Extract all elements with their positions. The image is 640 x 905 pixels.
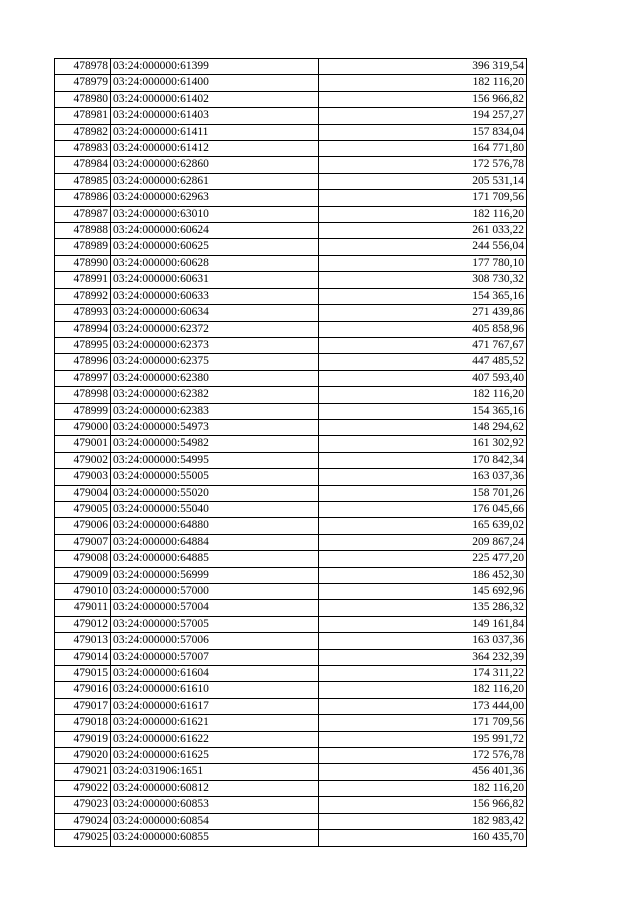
cadastral-number-cell: 03:24:000000:55020 [111,485,319,501]
table-row [55,764,527,780]
cadastral-value-cell: 163 037,36 [319,469,527,485]
table-row [55,173,527,189]
cadastral-number-cell: 03:24:000000:54995 [111,452,319,468]
cadastral-value-cell: 182 116,20 [319,387,527,403]
table-row [55,551,527,567]
row-number-cell: 479011 [55,600,111,616]
cadastral-number-cell: 03:24:000000:60628 [111,255,319,271]
cadastral-number-cell: 03:24:000000:60855 [111,830,319,846]
cadastral-value-cell: 471 767,67 [319,337,527,353]
cadastral-number-cell: 03:24:000000:60634 [111,305,319,321]
row-number-cell: 479013 [55,633,111,649]
cadastral-number-cell: 03:24:000000:61402 [111,91,319,107]
row-number-cell: 479019 [55,731,111,747]
row-number-cell: 479009 [55,567,111,583]
cadastral-number-cell: 03:24:000000:61411 [111,124,319,140]
row-number-cell: 479018 [55,715,111,731]
table-row [55,780,527,796]
cadastral-number-cell: 03:24:000000:54982 [111,436,319,452]
cadastral-number-cell: 03:24:000000:60812 [111,780,319,796]
cadastral-number-cell: 03:24:000000:57000 [111,584,319,600]
table-row [55,75,527,91]
cadastral-value-cell: 158 701,26 [319,485,527,501]
table-row [55,452,527,468]
table-row [55,813,527,829]
row-number-cell: 479008 [55,551,111,567]
table-row [55,534,527,550]
table-row [55,387,527,403]
cadastral-value-cell: 209 867,24 [319,534,527,550]
row-number-cell: 478981 [55,108,111,124]
cadastral-value-cell: 173 444,00 [319,698,527,714]
table-row [55,59,527,75]
table-row [55,698,527,714]
row-number-cell: 479021 [55,764,111,780]
row-number-cell: 479014 [55,649,111,665]
cadastral-value-cell: 195 991,72 [319,731,527,747]
cadastral-value-cell: 308 730,32 [319,272,527,288]
row-number-cell: 478999 [55,403,111,419]
row-number-cell: 478979 [55,75,111,91]
cadastral-number-cell: 03:24:000000:62963 [111,190,319,206]
row-number-cell: 479015 [55,666,111,682]
cadastral-number-cell: 03:24:000000:57004 [111,600,319,616]
row-number-cell: 479007 [55,534,111,550]
row-number-cell: 479003 [55,469,111,485]
table-row [55,419,527,435]
cadastral-number-cell: 03:24:000000:56999 [111,567,319,583]
cadastral-number-cell: 03:24:000000:60854 [111,813,319,829]
cadastral-value-cell: 407 593,40 [319,370,527,386]
table-row [55,682,527,698]
cadastral-value-cell: 171 709,56 [319,190,527,206]
cadastral-value-cell: 182 983,42 [319,813,527,829]
cadastral-number-cell: 03:24:000000:62383 [111,403,319,419]
row-number-cell: 478998 [55,387,111,403]
table-row [55,370,527,386]
cadastral-number-cell: 03:24:000000:61604 [111,666,319,682]
cadastral-number-cell: 03:24:000000:62372 [111,321,319,337]
cadastral-number-cell: 03:24:000000:62860 [111,157,319,173]
table-row [55,616,527,632]
row-number-cell: 478982 [55,124,111,140]
cadastral-value-cell: 405 858,96 [319,321,527,337]
table-row [55,649,527,665]
table-row [55,501,527,517]
cadastral-number-cell: 03:24:000000:54973 [111,419,319,435]
cadastral-value-cell: 135 286,32 [319,600,527,616]
table-row [55,715,527,731]
cadastral-value-cell: 182 116,20 [319,206,527,222]
cadastral-number-cell: 03:24:000000:61412 [111,141,319,157]
cadastral-value-cell: 154 365,16 [319,288,527,304]
row-number-cell: 479000 [55,419,111,435]
cadastral-number-cell: 03:24:000000:63010 [111,206,319,222]
cadastral-number-cell: 03:24:000000:60624 [111,223,319,239]
row-number-cell: 479022 [55,780,111,796]
cadastral-number-cell: 03:24:031906:1651 [111,764,319,780]
cadastral-value-cell: 177 780,10 [319,255,527,271]
row-number-cell: 478997 [55,370,111,386]
cadastral-value-cell: 145 692,96 [319,584,527,600]
cadastral-value-cell: 156 966,82 [319,91,527,107]
row-number-cell: 478995 [55,337,111,353]
table-row [55,321,527,337]
row-number-cell: 478990 [55,255,111,271]
table-row [55,797,527,813]
row-number-cell: 479002 [55,452,111,468]
cadastral-number-cell: 03:24:000000:61403 [111,108,319,124]
cadastral-value-cell: 163 037,36 [319,633,527,649]
cadastral-number-cell: 03:24:000000:61617 [111,698,319,714]
table-row [55,108,527,124]
table-row [55,354,527,370]
row-number-cell: 479025 [55,830,111,846]
table-row [55,272,527,288]
table-row [55,600,527,616]
cadastral-value-cell: 161 302,92 [319,436,527,452]
cadastral-value-cell: 160 435,70 [319,830,527,846]
row-number-cell: 479016 [55,682,111,698]
cadastral-number-cell: 03:24:000000:62373 [111,337,319,353]
cadastral-value-cell: 174 311,22 [319,666,527,682]
table-row [55,633,527,649]
cadastral-number-cell: 03:24:000000:61625 [111,748,319,764]
row-number-cell: 479006 [55,518,111,534]
row-number-cell: 478991 [55,272,111,288]
table-row [55,567,527,583]
cadastral-value-table [54,58,527,847]
cadastral-number-cell: 03:24:000000:55005 [111,469,319,485]
row-number-cell: 479001 [55,436,111,452]
cadastral-value-cell: 165 639,02 [319,518,527,534]
cadastral-value-cell: 364 232,39 [319,649,527,665]
row-number-cell: 478992 [55,288,111,304]
table-row [55,731,527,747]
cadastral-number-cell: 03:24:000000:60853 [111,797,319,813]
table-row [55,91,527,107]
cadastral-value-cell: 148 294,62 [319,419,527,435]
cadastral-number-cell: 03:24:000000:61621 [111,715,319,731]
cadastral-number-cell: 03:24:000000:64880 [111,518,319,534]
cadastral-value-cell: 396 319,54 [319,59,527,75]
cadastral-value-cell: 244 556,04 [319,239,527,255]
table-row [55,830,527,846]
cadastral-number-cell: 03:24:000000:62375 [111,354,319,370]
row-number-cell: 478989 [55,239,111,255]
row-number-cell: 478984 [55,157,111,173]
table-row [55,518,527,534]
cadastral-number-cell: 03:24:000000:55040 [111,501,319,517]
cadastral-number-cell: 03:24:000000:60633 [111,288,319,304]
table-row [55,403,527,419]
row-number-cell: 478986 [55,190,111,206]
cadastral-value-cell: 182 116,20 [319,780,527,796]
table-row [55,239,527,255]
table-body [55,59,527,847]
row-number-cell: 479020 [55,748,111,764]
table-row [55,666,527,682]
cadastral-number-cell: 03:24:000000:60625 [111,239,319,255]
cadastral-number-cell: 03:24:000000:62861 [111,173,319,189]
row-number-cell: 479005 [55,501,111,517]
cadastral-value-cell: 225 477,20 [319,551,527,567]
cadastral-value-cell: 172 576,78 [319,157,527,173]
cadastral-value-cell: 186 452,30 [319,567,527,583]
cadastral-value-cell: 271 439,86 [319,305,527,321]
cadastral-value-cell: 176 045,66 [319,501,527,517]
table-row [55,469,527,485]
table-row [55,436,527,452]
cadastral-value-cell: 154 365,16 [319,403,527,419]
table-row [55,748,527,764]
row-number-cell: 479017 [55,698,111,714]
cadastral-value-cell: 170 842,34 [319,452,527,468]
table-row [55,288,527,304]
cadastral-number-cell: 03:24:000000:61622 [111,731,319,747]
cadastral-number-cell: 03:24:000000:60631 [111,272,319,288]
row-number-cell: 478994 [55,321,111,337]
cadastral-number-cell: 03:24:000000:64885 [111,551,319,567]
table-row [55,124,527,140]
row-number-cell: 478996 [55,354,111,370]
row-number-cell: 478993 [55,305,111,321]
row-number-cell: 478978 [55,59,111,75]
cadastral-number-cell: 03:24:000000:61400 [111,75,319,91]
cadastral-value-cell: 205 531,14 [319,173,527,189]
cadastral-number-cell: 03:24:000000:57006 [111,633,319,649]
cadastral-value-cell: 194 257,27 [319,108,527,124]
cadastral-value-cell: 156 966,82 [319,797,527,813]
cadastral-value-cell: 456 401,36 [319,764,527,780]
table-row [55,305,527,321]
cadastral-number-cell: 03:24:000000:57007 [111,649,319,665]
cadastral-number-cell: 03:24:000000:62380 [111,370,319,386]
cadastral-number-cell: 03:24:000000:61399 [111,59,319,75]
cadastral-number-cell: 03:24:000000:64884 [111,534,319,550]
row-number-cell: 479024 [55,813,111,829]
table-row [55,485,527,501]
cadastral-value-cell: 172 576,78 [319,748,527,764]
table-row [55,337,527,353]
cadastral-value-cell: 261 033,22 [319,223,527,239]
cadastral-number-cell: 03:24:000000:57005 [111,616,319,632]
table-row [55,255,527,271]
cadastral-value-cell: 447 485,52 [319,354,527,370]
cadastral-number-cell: 03:24:000000:62382 [111,387,319,403]
table-row [55,206,527,222]
table-row [55,584,527,600]
table-row [55,157,527,173]
row-number-cell: 478988 [55,223,111,239]
cadastral-value-cell: 149 161,84 [319,616,527,632]
table-row [55,223,527,239]
cadastral-value-cell: 164 771,80 [319,141,527,157]
cadastral-number-cell: 03:24:000000:61610 [111,682,319,698]
cadastral-value-cell: 182 116,20 [319,75,527,91]
row-number-cell: 478983 [55,141,111,157]
table-row [55,190,527,206]
row-number-cell: 478980 [55,91,111,107]
row-number-cell: 478985 [55,173,111,189]
row-number-cell: 479012 [55,616,111,632]
row-number-cell: 479010 [55,584,111,600]
row-number-cell: 478987 [55,206,111,222]
cadastral-value-cell: 182 116,20 [319,682,527,698]
cadastral-value-cell: 157 834,04 [319,124,527,140]
row-number-cell: 479023 [55,797,111,813]
cadastral-value-cell: 171 709,56 [319,715,527,731]
table-row [55,141,527,157]
row-number-cell: 479004 [55,485,111,501]
